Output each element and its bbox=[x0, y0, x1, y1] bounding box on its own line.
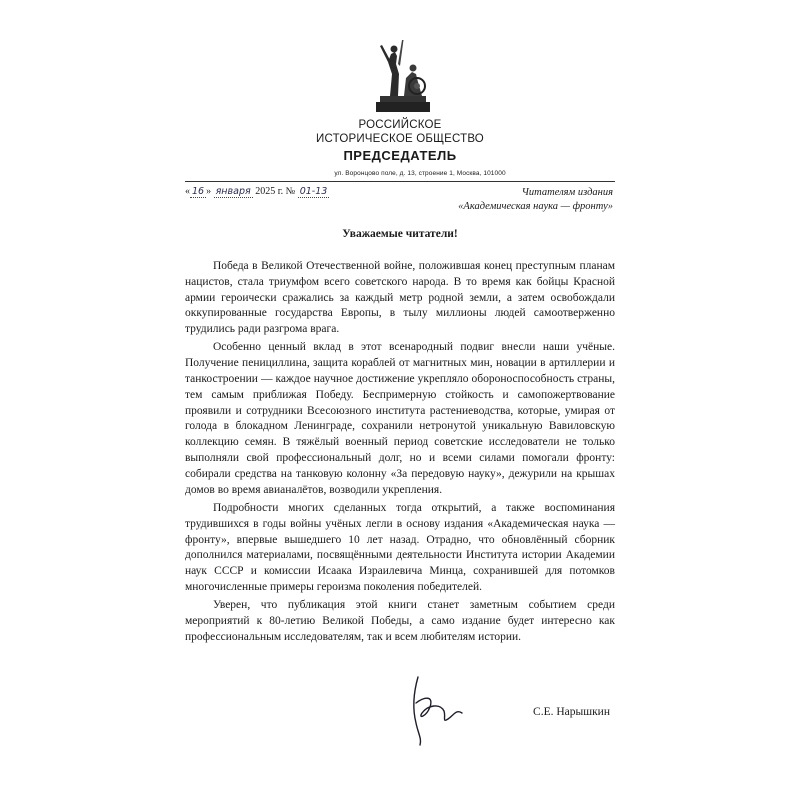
addressee-line-2: «Академическая наука — фронту» bbox=[458, 201, 613, 212]
body-paragraph: Победа в Великой Отечественной войне, положившая конец преступным планам нацистов, стала триумфом всего советского народа. В то время как бойцы Красной армии героически сражались за каждый метр родной земли, а затем освобождали оккупированные государства Европы, в тылу миллионы людей самоотверженно трудились ради разгрома врага. bbox=[185, 260, 615, 336]
date-close-quote: » bbox=[206, 186, 212, 197]
organization-address: ул. Воронцово поле, д. 13, строение 1, Москва, 101000 bbox=[334, 170, 506, 177]
handwritten-signature bbox=[404, 673, 474, 748]
dateline bbox=[185, 186, 329, 197]
date-open-quote: « bbox=[185, 186, 190, 197]
date-year-and-number-label: 2025 г. № bbox=[255, 186, 296, 197]
organization-name bbox=[300, 118, 500, 146]
document-number: 01-13 bbox=[299, 186, 328, 197]
addressee-line-1: Читателям издания bbox=[521, 187, 613, 198]
body-paragraph: Подробности многих сделанных тогда открытий, а также воспоминания трудившихся в годы войны учёных легли в основу издания «Академическая наука — фронту», впервые вышедшего 10 лет назад. Отрадно, что обновлённый сборник дополнился материалами, посвящёнными деятельности Института истории Академии наук СССР и комиссии Исаака Израилевича Минца, сохранившей для потомков многочисленные примеры героизма поколения победителей. bbox=[185, 501, 615, 593]
body-paragraph: Особенно ценный вклад в этот всенародный подвиг внесли наши учёные. Получение пенициллина, защита кораблей от магнитных мин, новации в артиллерии и танкостроении — каждое научное достижение укрепляло обороноспособность страны, тем самым приближая Победу. Беспримерную стойкость и самопожертвование проявили и сотрудники Всесоюзного института растениеводства, которые, умирая от голода в блокадном Ленинграде, сохранили нетронутой уникальную Вавиловскую коллекцию семян. В тяжёлый военный период советские исследователи не только выполняли свой профессиональный долг, но и всеми силами помогали фронту: собирали средства на танковую колонну «За передовую науку», дежурили на крышах домов во время авианалётов, возводили укрепления. bbox=[185, 341, 615, 496]
org-name-line-2: ИСТОРИЧЕСКОЕ ОБЩЕСТВО bbox=[316, 133, 484, 145]
org-name-line-1: РОССИЙСКОЕ bbox=[358, 119, 442, 131]
position-title: ПРЕДСЕДАТЕЛЬ bbox=[343, 148, 457, 163]
letter-body bbox=[185, 259, 615, 648]
date-month: января bbox=[215, 186, 251, 197]
body-paragraph: Уверен, что публикация этой книги станет заметным событием среди мероприятий к 80-летию Великой Победы, а само издание будет интересно как профессиональным исследователям, так и всем любителям истории. bbox=[185, 599, 615, 643]
header-divider bbox=[185, 181, 615, 182]
signatory-name: С.Е. Нарышкин bbox=[533, 706, 610, 718]
date-day: 16 bbox=[192, 186, 205, 197]
monument-emblem-icon bbox=[368, 38, 438, 118]
addressee bbox=[458, 186, 613, 214]
salutation: Уважаемые читатели! bbox=[342, 228, 458, 240]
